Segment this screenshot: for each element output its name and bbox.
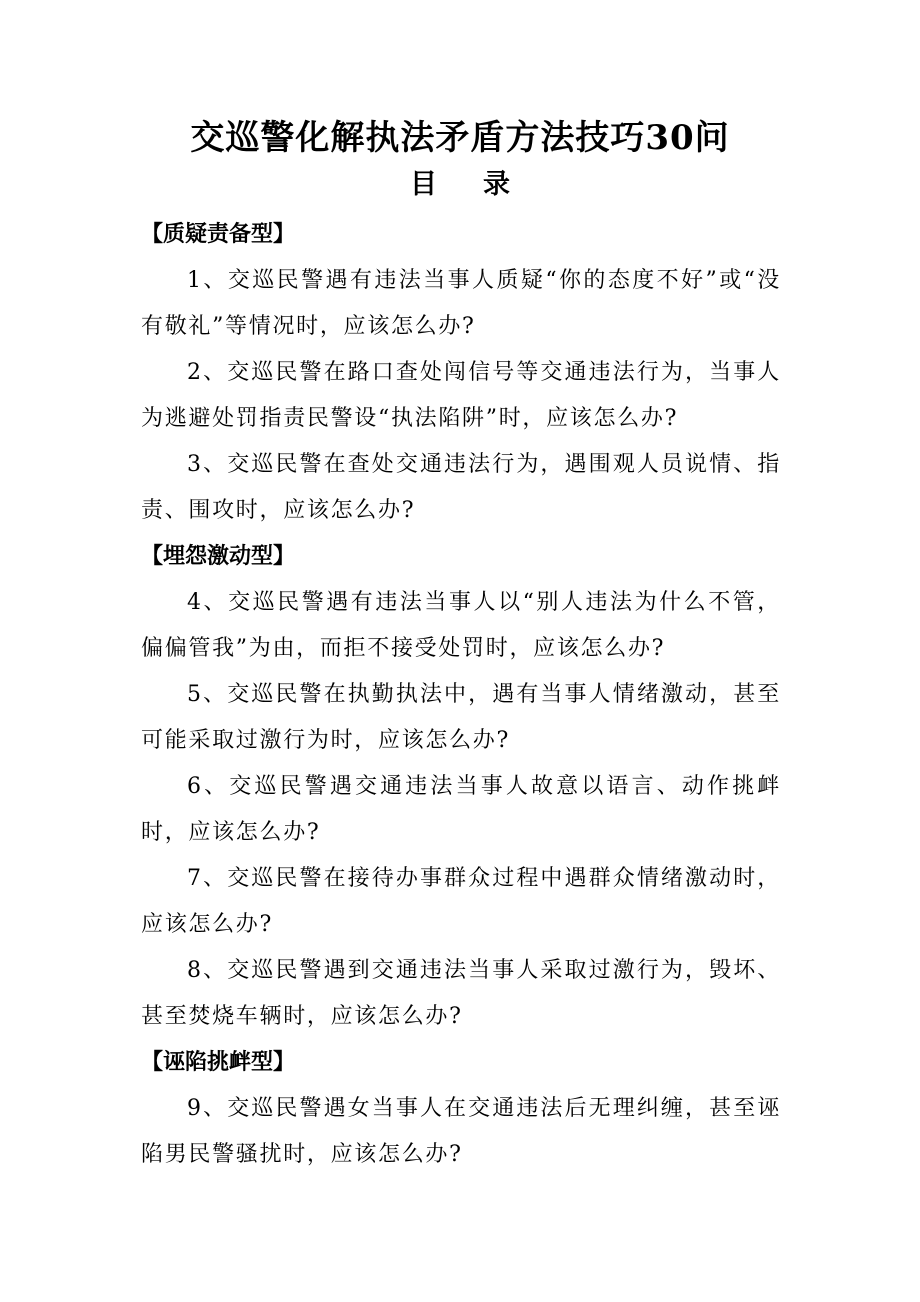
toc-item-7: 7、交巡民警在接待办事群众过程中遇群众情绪激动时，应该怎么办? (141, 866, 781, 937)
toc-content (141, 212, 781, 1178)
toc-item-1: 1、交巡民警遇有违法当事人质疑“你的态度不好”或“没有敬礼”等情况时，应该怎么办? (141, 268, 781, 339)
toc-item-3: 3、交巡民警在查处交通违法行为，遇围观人员说情、指责、围攻时，应该怎么办? (141, 452, 781, 523)
toc-item-4: 4、交巡民警遇有违法当事人以“别人违法为什么不管，偏偏管我”为由，而拒不接受处罚时，应该怎么办? (141, 590, 781, 661)
toc-item-8: 8、交巡民警遇到交通违法当事人采取过激行为，毁坏、甚至焚烧车辆时，应该怎么办? (141, 958, 781, 1029)
toc-item-2: 2、交巡民警在路口查处闯信号等交通违法行为，当事人为逃避处罚指责民警设“执法陷阱”时，应该怎么办? (141, 360, 781, 431)
document-title: 交巡警化解执法矛盾方法技巧30问 (190, 118, 730, 158)
section-heading-complaining: 【埋怨激动型】 (141, 544, 296, 569)
toc-heading-char-1: 目 (410, 169, 437, 200)
table-of-contents-heading (0, 163, 920, 207)
toc-item-9: 9、交巡民警遇女当事人在交通违法后无理纠缠，甚至诬陷男民警骚扰时，应该怎么办? (141, 1096, 781, 1167)
toc-item-5: 5、交巡民警在执勤执法中，遇有当事人情绪激动，甚至可能采取过激行为时，应该怎么办? (141, 682, 781, 753)
section-heading-questioning: 【质疑责备型】 (141, 222, 296, 247)
toc-heading-char-2: 录 (483, 169, 510, 200)
section-heading-provoking: 【诬陷挑衅型】 (141, 1050, 296, 1075)
toc-item-6: 6、交巡民警遇交通违法当事人故意以语言、动作挑衅时，应该怎么办? (141, 774, 781, 845)
